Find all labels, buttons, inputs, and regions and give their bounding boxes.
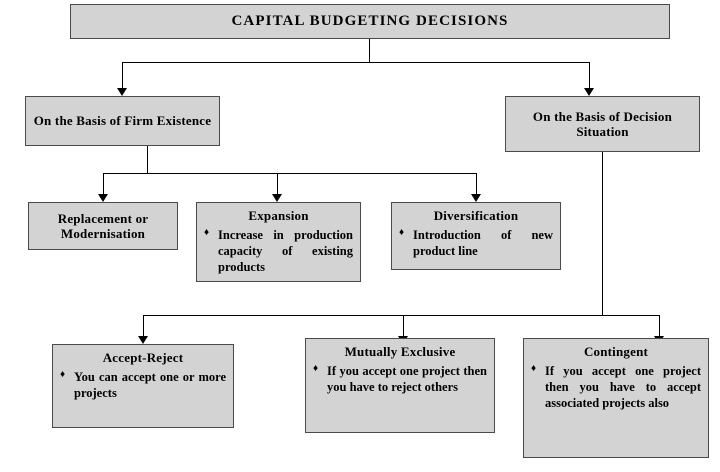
connector-to-contingent: [659, 315, 660, 337]
node-firm-existence-title: On the Basis of Firm Existence: [33, 113, 212, 129]
connector-to-mutually-exclusive: [403, 315, 404, 337]
arrow-to-replacement: [98, 194, 108, 202]
connector-root-down: [369, 39, 370, 63]
connector-to-firm: [122, 62, 123, 89]
bullet-item: [204, 227, 353, 275]
node-accept-reject-bullets: [60, 369, 226, 401]
bullet-text: If you accept one project then you have to reject others: [327, 364, 487, 395]
node-mutually-exclusive-bullets: [313, 363, 487, 395]
node-replacement-title: Replacement or Modernisation: [57, 210, 149, 241]
bullet-item: [60, 369, 226, 401]
node-root: [70, 4, 670, 39]
node-decision-situation-title: On the Basis of Decision Situation: [532, 108, 673, 139]
arrow-to-diversification: [471, 194, 481, 202]
node-root-title: CAPITAL BUDGETING DECISIONS: [231, 12, 509, 29]
node-decision-situation: [505, 96, 700, 152]
node-accept-reject: [52, 344, 234, 428]
diamond-bullet-icon: ♦: [60, 369, 66, 381]
bullet-text: You can accept one or more projects: [74, 370, 226, 401]
node-expansion-bullets: [204, 227, 353, 275]
node-mutually-exclusive-title: Mutually Exclusive: [344, 344, 456, 359]
bullet-item: [313, 363, 487, 395]
connector-to-expansion: [277, 173, 278, 195]
bullet-text: If you accept one project then you have to accept associated projects also: [545, 364, 701, 411]
node-diversification-bullets: [399, 227, 553, 259]
arrow-to-firm: [117, 88, 127, 96]
connector-decision-down: [602, 152, 603, 316]
connector-level3-bus: [103, 173, 476, 174]
node-contingent: [523, 338, 709, 458]
node-firm-existence: [25, 96, 220, 146]
node-expansion: [196, 202, 361, 282]
node-accept-reject-title: Accept-Reject: [102, 350, 184, 365]
diamond-bullet-icon: ♦: [313, 363, 319, 375]
node-diversification: [391, 202, 561, 270]
node-contingent-title: Contingent: [583, 344, 649, 359]
connector-to-accept-reject: [143, 315, 144, 337]
arrow-to-decision: [584, 88, 594, 96]
node-contingent-bullets: [531, 363, 701, 411]
connector-to-replacement: [103, 173, 104, 195]
bullet-text: Increase in production capacity of existing products: [218, 228, 353, 275]
connector-firm-down: [147, 146, 148, 174]
connector-to-diversification: [476, 173, 477, 195]
arrow-to-expansion: [272, 194, 282, 202]
diamond-bullet-icon: ♦: [204, 227, 210, 239]
node-replacement: [28, 202, 178, 250]
connector-level4-bus: [143, 315, 660, 316]
connector-to-decision: [589, 62, 590, 89]
bullet-text: Introduction of new product line: [413, 228, 553, 259]
arrow-to-accept-reject: [138, 336, 148, 344]
diamond-bullet-icon: ♦: [531, 363, 537, 375]
node-mutually-exclusive: [305, 338, 495, 433]
node-diversification-title: Diversification: [433, 208, 519, 223]
connector-level2-bus: [122, 62, 590, 63]
node-expansion-title: Expansion: [248, 208, 309, 223]
diamond-bullet-icon: ♦: [399, 227, 405, 239]
bullet-item: [399, 227, 553, 259]
bullet-item: [531, 363, 701, 411]
